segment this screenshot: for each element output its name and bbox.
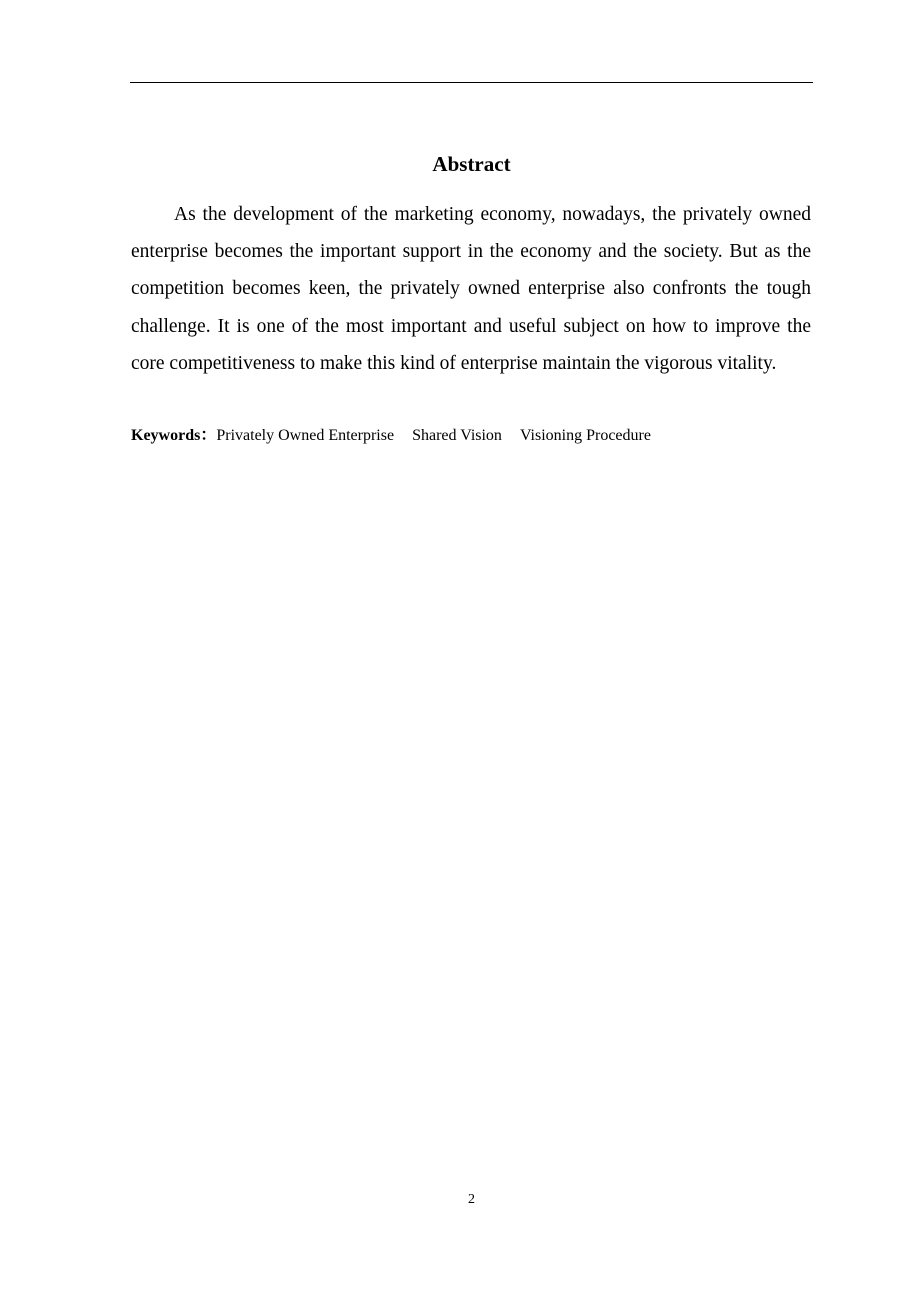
- abstract-paragraph: As the development of the marketing economy, nowadays, the privately owned enterprise becomes the important support in the economy and the society. But as the competition becomes keen, the privately owned enterprise also confronts the tough challenge. It is one of the most important and useful subject on how to improve the core competitiveness to make this kind of enterprise maintain the vigorous vitality.: [131, 204, 811, 374]
- page-number: 2: [468, 1192, 475, 1207]
- abstract-title: Abstract: [432, 152, 511, 176]
- keywords-separator: ：: [200, 427, 217, 444]
- keywords-line: [131, 424, 811, 448]
- keyword-item: Visioning Procedure: [519, 427, 651, 444]
- keyword-item: Privately Owned Enterprise: [216, 427, 395, 444]
- keyword-item: Shared Vision: [412, 427, 502, 444]
- header-rule: [130, 82, 813, 83]
- keywords-label: Keywords: [131, 427, 201, 444]
